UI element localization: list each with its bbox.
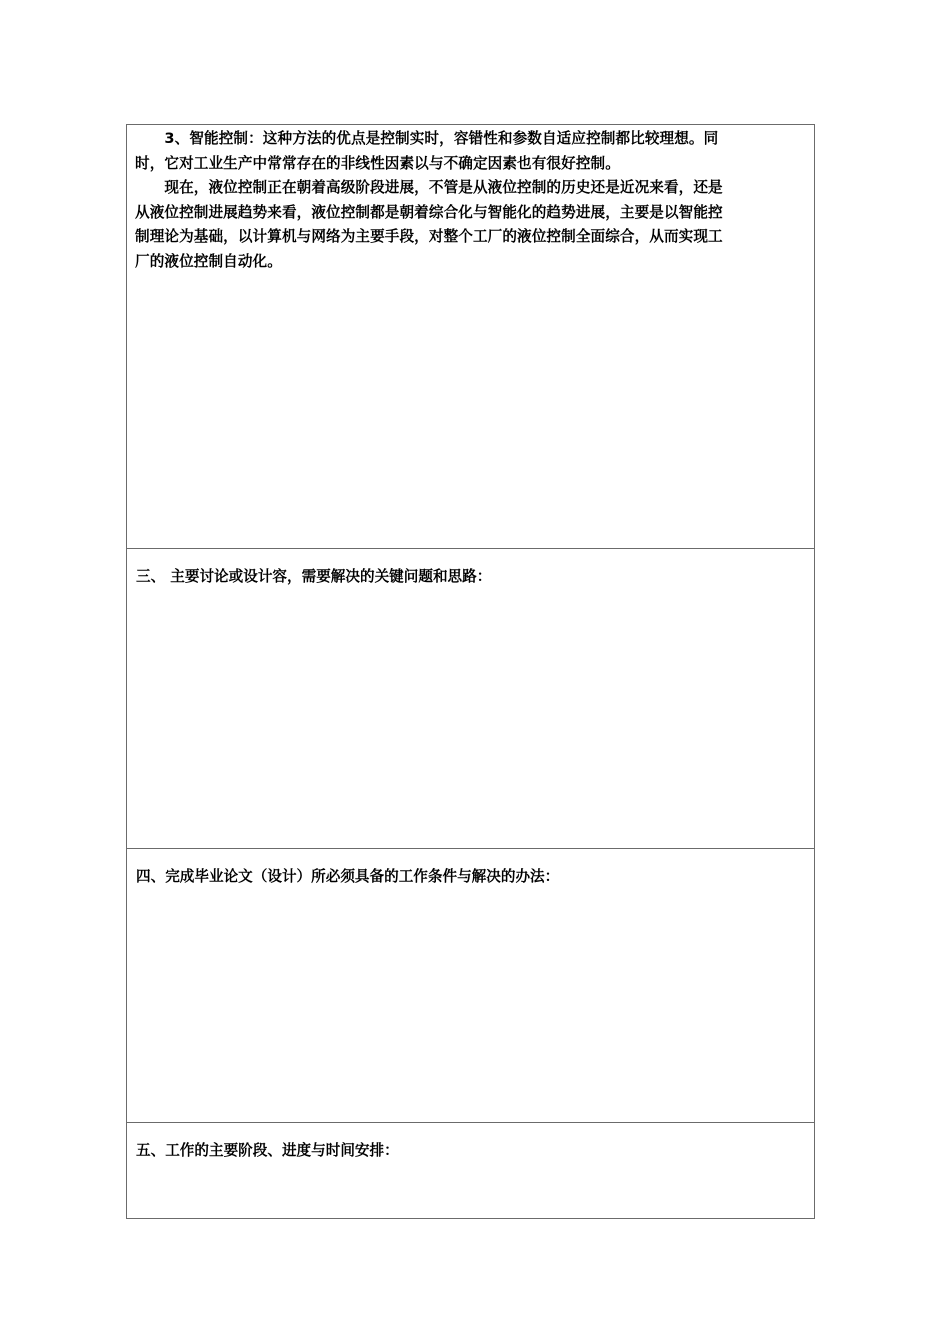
text-line: 从液位控制进展趋势来看，液位控制都是朝着综合化与智能化的趋势进展，主要是以智能控 — [135, 203, 723, 221]
section-heading-3: 三、 主要讨论或设计容，需要解决的关键问题和思路： — [136, 568, 492, 585]
working-conditions-section-cell — [127, 849, 814, 1123]
text-line: 时，它对工业生产中常常存在的非线性因素以与不确定因素也有很好控制。 — [135, 154, 620, 172]
schedule-section-cell — [127, 1123, 814, 1219]
section-heading-5: 五、工作的主要阶段、进度与时间安排： — [136, 1142, 399, 1159]
background-text — [135, 127, 806, 274]
text-line: 制理论为基础，以计算机与网络为主要手段，对整个工厂的液位控制全面综合，从而实现工 — [135, 228, 723, 245]
research-content-section-cell — [127, 549, 814, 849]
text-line: 现在，液位控制正在朝着高级阶段进展，不管是从液位控制的历史还是近况来看，还是 — [135, 179, 723, 196]
text-line: 3、智能控制：这种方法的优点是控制实时，容错性和参数自适应控制都比较理想。同 — [135, 130, 719, 147]
text-line: 厂的液位控制自动化。 — [135, 252, 282, 270]
section-heading-4: 四、完成毕业论文（设计）所必须具备的工作条件与解决的办法： — [136, 868, 560, 885]
proposal-form-table — [126, 124, 815, 1219]
background-section-cell — [127, 125, 814, 549]
